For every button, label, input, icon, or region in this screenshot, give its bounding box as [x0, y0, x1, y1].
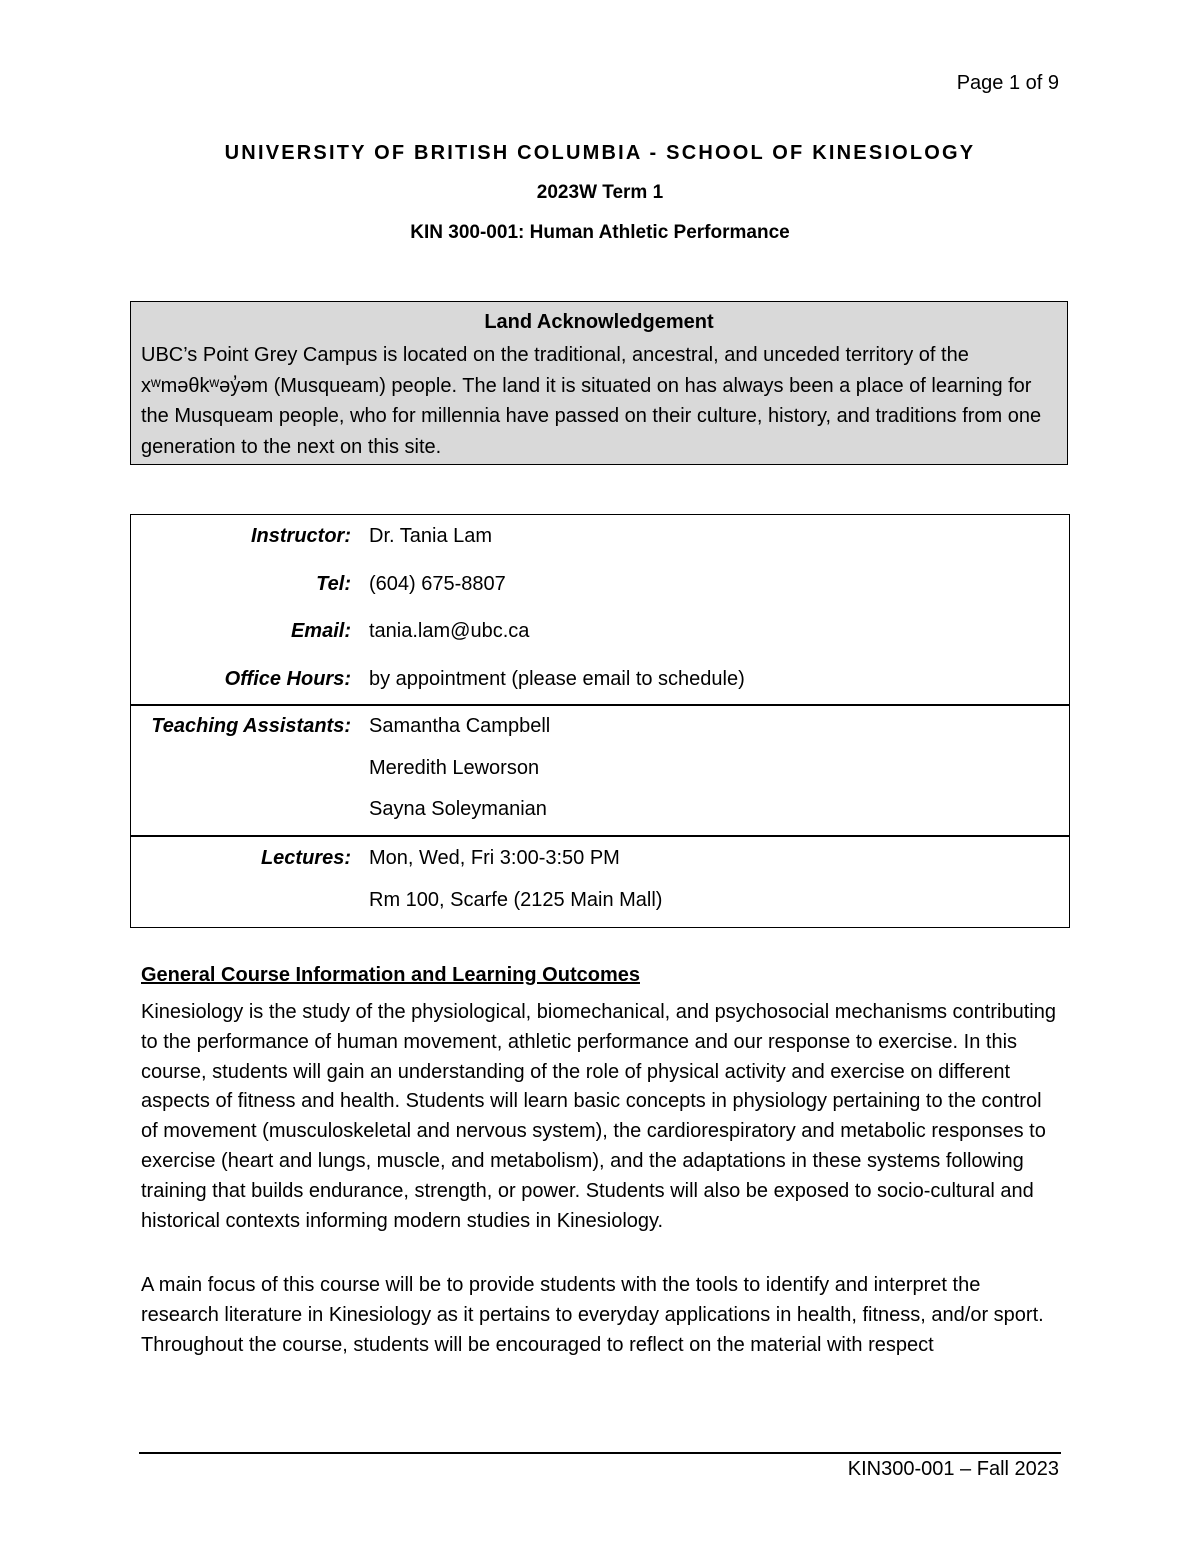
tel-row	[131, 571, 1069, 619]
footer-divider	[139, 1452, 1061, 1454]
land-acknowledgement-title: Land Acknowledgement	[484, 311, 714, 333]
ta-row	[131, 755, 1069, 797]
email-row	[131, 618, 1069, 666]
lectures-location: Rm 100, Scarfe (2125 Main Mall)	[369, 889, 663, 911]
document-header	[0, 142, 1200, 244]
instructor-value: Dr. Tania Lam	[369, 525, 493, 547]
ta-row	[131, 713, 1069, 755]
general-info-paragraph-2: A main focus of this course will be to provide students with the tools to identify and interpret the research literature in Kinesiology as it pertains to everyday applications in health, fitness, and/or sport. Throughout the course, students will be encouraged to reflect on the material with respect	[141, 1274, 1044, 1356]
general-info-heading: General Course Information and Learning Outcomes	[141, 964, 640, 986]
office-hours-label: Office Hours:	[224, 667, 351, 690]
land-acknowledgement-box	[130, 301, 1068, 465]
tel-value: (604) 675-8807	[369, 572, 506, 595]
tel-label: Tel:	[316, 572, 351, 595]
lectures-section	[131, 837, 1069, 929]
ta-name: Samantha Campbell	[369, 715, 551, 737]
lectures-label: Lectures:	[260, 847, 351, 869]
term-title: 2023W Term 1	[536, 182, 664, 203]
lectures-location-row	[131, 887, 1069, 929]
university-title: UNIVERSITY OF BRITISH COLUMBIA - SCHOOL OF KINESIOLOGY	[224, 142, 976, 164]
email-value: tania.lam@ubc.ca	[369, 620, 530, 642]
instructor-label: Instructor:	[251, 525, 351, 547]
land-acknowledgement-text: UBC’s Point Grey Campus is located on the traditional, ancestral, and unceded territory of the xʷməθkʷəy̓əm (Musqueam) people. The land it is situated on has always been a place of learning for the Musqueam people, who for millennia have passed on their culture, history, and traditions from one generation to the next on this site.	[141, 344, 1042, 458]
teaching-assistants-section	[131, 706, 1069, 837]
teaching-assistants-label: Teaching Assistants:	[151, 715, 351, 737]
footer-text: KIN300-001 – Fall 2023	[847, 1458, 1059, 1480]
general-info-paragraph-1: Kinesiology is the study of the physiological, biomechanical, and psychosocial mechanisms contributing to the performance of human movement, athletic performance and our response to exercise. In this course, students will gain an understanding of the role of physical activity and exercise on different aspects of fitness and health. Students will learn basic concepts in physiology pertaining to the control of movement (musculoskeletal and nervous system), the cardiorespiratory and metabolic responses to exercise (heart and lungs, muscle, and metabolism), and the adaptations in these systems following training that builds endurance, strength, or power. Students will also be exposed to socio-cultural and historical contexts informing modern studies in Kinesiology.	[141, 1001, 1056, 1232]
instructor-section	[131, 515, 1069, 706]
lectures-row	[131, 845, 1069, 887]
office-hours-row	[131, 666, 1069, 714]
page-number: Page 1 of 9	[956, 72, 1059, 94]
ta-name: Meredith Leworson	[369, 756, 540, 779]
ta-row	[131, 796, 1069, 838]
email-label: Email:	[290, 620, 351, 642]
office-hours-value: by appointment (please email to schedule)	[369, 667, 745, 690]
course-info-table	[130, 514, 1070, 928]
lectures-time: Mon, Wed, Fri 3:00-3:50 PM	[369, 847, 620, 869]
instructor-row	[131, 523, 1069, 571]
ta-name: Sayna Soleymanian	[369, 798, 547, 820]
course-title: KIN 300-001: Human Athletic Performance	[410, 222, 790, 243]
